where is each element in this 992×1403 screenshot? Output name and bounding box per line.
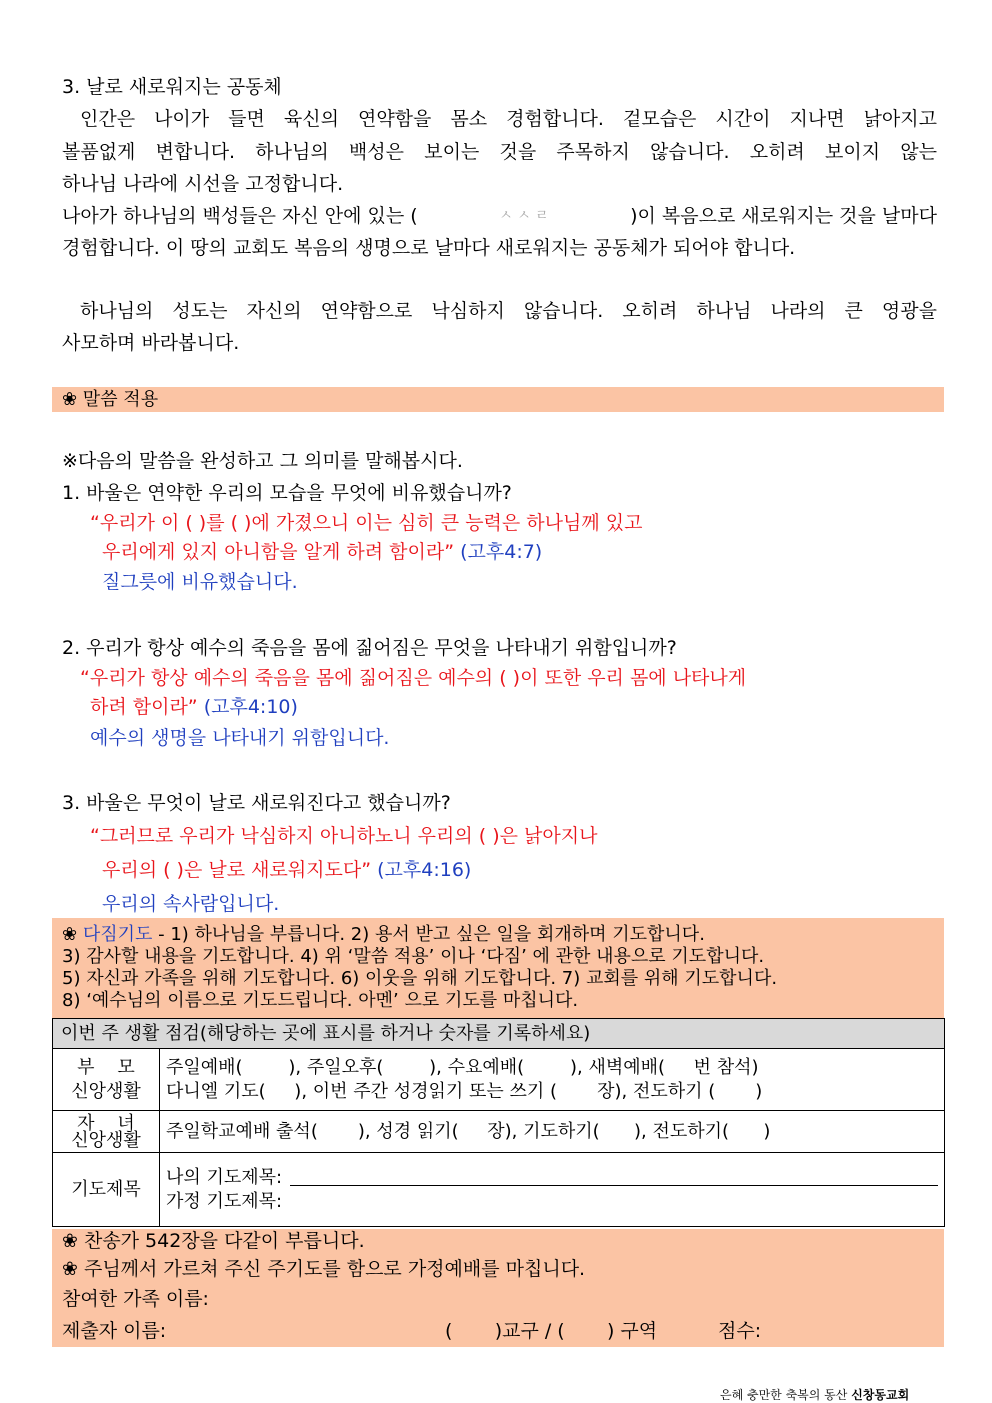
verse-2-line-2 (90, 692, 298, 723)
my-prayer-row[interactable] (166, 1166, 938, 1190)
hymn-line: ❀ 찬송가 542장을 다같이 부릅니다. (62, 1230, 365, 1252)
verse-reference: (고후4:16) (377, 859, 472, 881)
verse-3-line-2 (102, 855, 471, 886)
verse-1-line-2 (102, 537, 542, 568)
checklist-line[interactable]: 다니엘 기도( ), 이번 주간 성경읽기 또는 쓰기 ( 장), 전도하기 ( ) (166, 1080, 763, 1102)
application-header-bar (52, 387, 944, 412)
closing-box (52, 1229, 944, 1347)
label-line: 신앙생활 (71, 1080, 141, 1102)
question-2: 2. 우리가 항상 예수의 죽음을 몸에 짊어짐은 무엇을 나타내기 위함입니까? (62, 637, 677, 659)
blank-hint: ㅅ ㅅ ㄹ (499, 208, 549, 224)
prayer-box (52, 918, 944, 1018)
footer-slogan: 은혜 충만한 축복의 동산 (720, 1388, 848, 1402)
label-line: 자 녀 (77, 1112, 135, 1134)
paragraph-line-blank (62, 201, 937, 232)
my-prayer-input-line[interactable] (290, 1185, 938, 1186)
verse-reference: (고후4:10) (203, 696, 298, 718)
church-name: 신창동교회 (851, 1388, 910, 1402)
question-1: 1. 바울은 연약한 우리의 모습을 무엇에 비유했습니까? (62, 482, 512, 504)
paragraph-line: 경험합니다. 이 땅의 교회도 복음의 생명으로 날마다 새로워지는 공동체가 되어야 합니다. (62, 237, 796, 259)
family-prayer-label: 가정 기도제목: (166, 1190, 283, 1212)
text-segment: 나아가 하나님의 백성들은 자신 안에 있는 ( (62, 205, 418, 227)
answer-3: 우리의 속사람입니다. (102, 893, 280, 915)
question-3: 3. 바울은 무엇이 날로 새로워진다고 했습니까? (62, 792, 451, 814)
verse-text: 하려 함이라” (90, 696, 198, 718)
prayer-line-1 (62, 924, 705, 946)
answer-1: 질그릇에 비유했습니다. (102, 571, 298, 593)
label-line: 신앙생활 (71, 1129, 141, 1151)
verse-1-line-1: “우리가 이 ( )를 ( )에 가졌으니 이는 심히 큰 능력은 하나님께 있고 (90, 512, 643, 534)
paragraph-line: 볼품없게 변합니다. 하나님의 백성은 보이는 것을 주목하지 않습니다. 오히려 보이지 않는 (62, 141, 937, 163)
verse-3-line-1: “그러므로 우리가 낙심하지 아니하노니 우리의 ( )은 낡아지나 (90, 825, 598, 847)
paragraph-line: 하나님의 성도는 자신의 연약함으로 낙심하지 않습니다. 오히려 하나님 나라의 큰 영광을 (80, 300, 937, 322)
verse-reference: (고후4:7) (460, 541, 543, 563)
checklist-line[interactable]: 주일예배( ), 주일오후( ), 수요예배( ), 새벽예배( 번 참석) (166, 1056, 759, 1078)
submitter-label[interactable]: 제출자 이름: (62, 1320, 167, 1342)
lords-prayer-line: ❀ 주님께서 가르쳐 주신 주기도를 함으로 가정예배를 마칩니다. (62, 1258, 586, 1280)
prayer-line-2: 3) 감사할 내용을 기도합니다. 4) 위 ‘말씀 적용’ 이나 ‘다짐’ 에 관한 내용으로 기도합니다. (62, 946, 765, 967)
checklist-header: 이번 주 생활 점검(해당하는 곳에 표시를 하거나 숫자를 기록하세요) (53, 1019, 945, 1049)
verse-text: 우리의 ( )은 날로 새로워지도다” (102, 859, 372, 881)
paragraph-line: 사모하며 바라봅니다. (62, 332, 240, 354)
text-segment: )이 복음으로 새로워지는 것을 날마다 (630, 205, 937, 227)
prayer-label: 다짐기도 (82, 924, 153, 945)
verse-2-line-1: “우리가 항상 예수의 죽음을 몸에 짊어짐은 예수의 ( )이 또한 우리 몸에 나타나게 (80, 667, 747, 689)
label-line: 부 모 (77, 1056, 135, 1078)
application-intro: ※다음의 말씀을 완성하고 그 의미를 말해봅시다. (62, 450, 463, 472)
life-checklist-table (52, 1018, 945, 1227)
prayer-text: - 1) 하나님을 부릅니다. 2) 용서 받고 싶은 일을 회개하며 기도합니다. (152, 924, 705, 945)
parish-field[interactable]: ( )교구 / ( ) 구역 (445, 1320, 658, 1342)
children-checklist[interactable]: 주일학교예배 출석( ), 성경 읽기( 장), 기도하기( ), 전도하기( ) (160, 1111, 945, 1153)
verse-text: 우리에게 있지 아니함을 알게 하려 함이라” (102, 541, 455, 563)
prayer-line-3: 5) 자신과 가족을 위해 기도합니다. 6) 이웃을 위해 기도합니다. 7) 교회를 위해 기도합니다. (62, 968, 778, 989)
section-title: 3. 날로 새로워지는 공동체 (62, 76, 282, 98)
parents-checklist[interactable] (160, 1049, 945, 1111)
prayer-topic-label: 기도제목 (53, 1153, 160, 1227)
prayer-topics[interactable] (160, 1153, 945, 1227)
children-label (53, 1111, 160, 1153)
footer (720, 1387, 909, 1403)
score-label[interactable]: 점수: (718, 1320, 762, 1342)
paragraph-line: 하나님 나라에 시선을 고정합니다. (62, 173, 344, 195)
flower-icon: ❀ (62, 924, 78, 945)
family-names-label[interactable]: 참여한 가족 이름: (62, 1288, 209, 1310)
my-prayer-label: 나의 기도제목: (166, 1166, 283, 1188)
application-header: ❀ 말씀 적용 (62, 389, 159, 410)
parents-label (53, 1049, 160, 1111)
answer-2: 예수의 생명을 나타내기 위함입니다. (90, 727, 390, 749)
paragraph-line: 인간은 나이가 들면 육신의 연약함을 몸소 경험합니다. 겉모습은 시간이 지나면 낡아지고 (80, 108, 937, 130)
prayer-line-4: 8) ‘예수님의 이름으로 기도드립니다. 아멘’ 으로 기도를 마칩니다. (62, 990, 579, 1011)
